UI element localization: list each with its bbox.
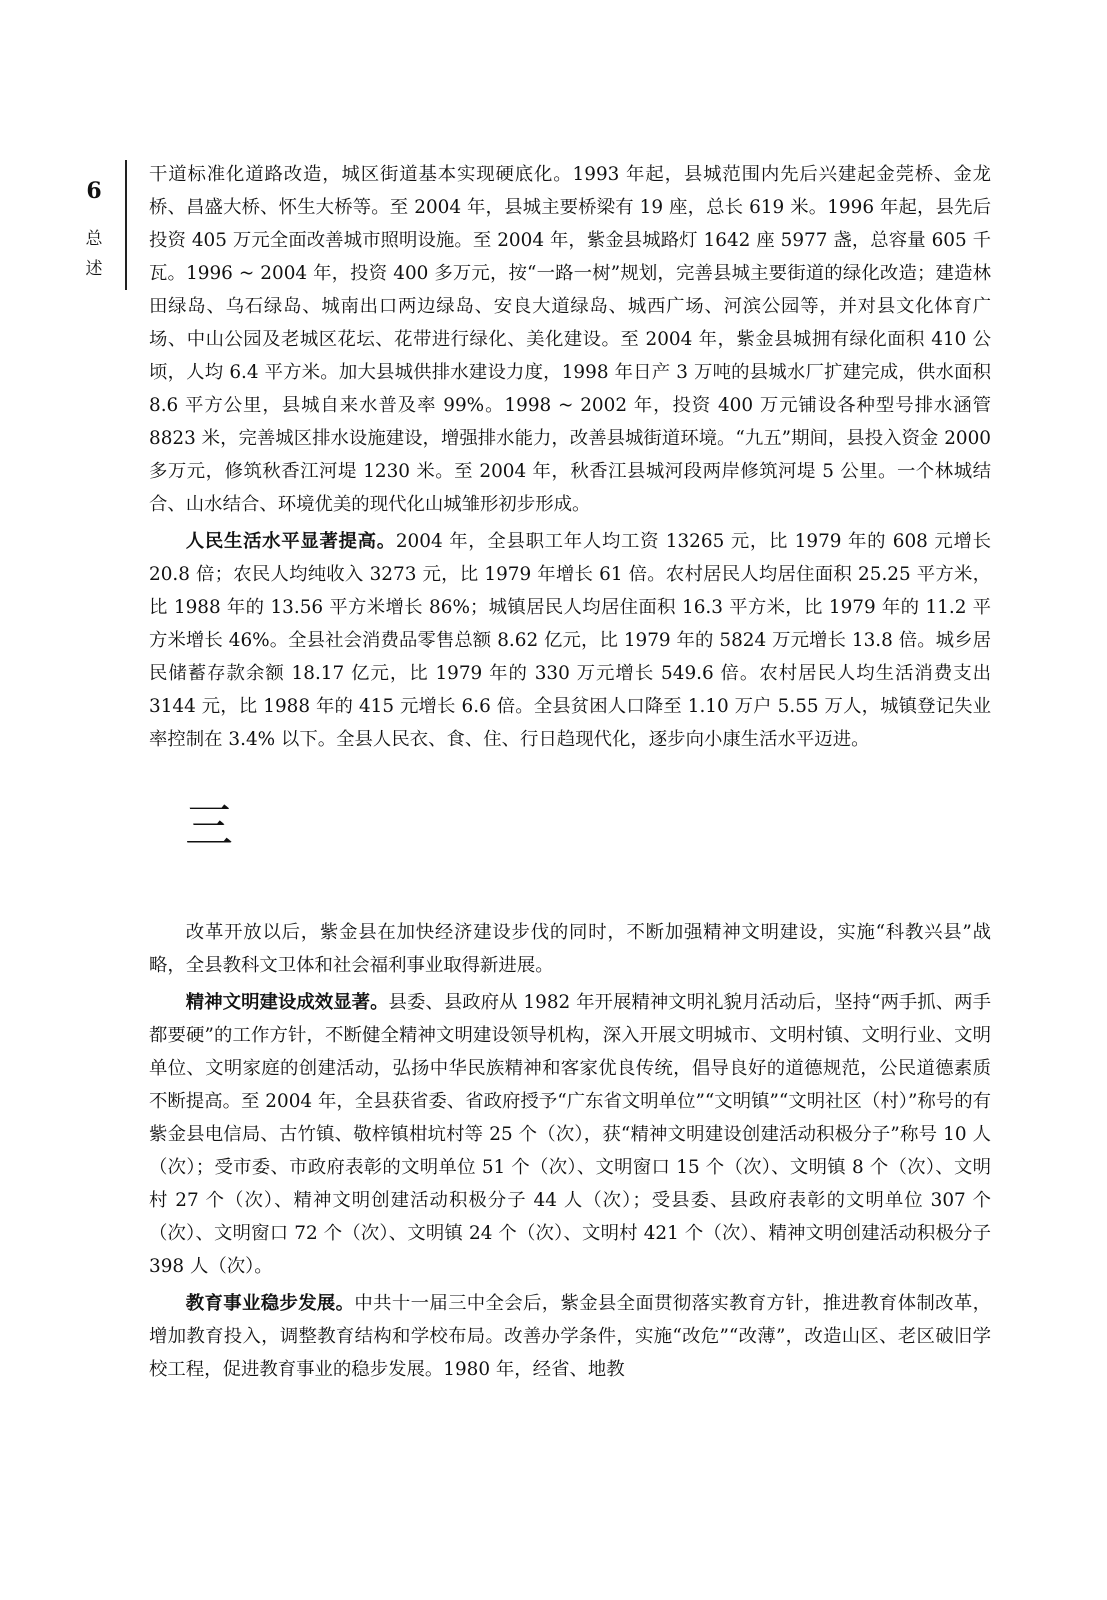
paragraph-text: 2004 年，全县职工年人均工资 13265 元，比 1979 年的 608 元增长 20.8 倍；农民人均纯收入 3273 元，比 1979 年增长 61 倍。农村居民人均居住面积 25.25 平方米，比 1988 年的 13.56 平方米增长 86%；城镇居民人均居住面积 16.3 平方米，比 1979 年的 11.2 平方米增长 46%。全县社会消费品零售总额 8.62 亿元，比 1979 年的 5824 万元增长 13.8 倍。城乡居民储蓄存款余额 18.17 亿元，比 1979 年的 330 万元增长 549.6 倍。农村居民人均生活消费支出 3144 元，比 1988 年的 415 元增长 6.6 倍。全县贫困人口降至 1.10 万户 5.55 万人，城镇登记失业率控制在 3.4% 以下。全县人民衣、食、住、行日趋现代化，逐步向小康生活水平迈进。 <box>149 531 991 750</box>
running-head-char: 总 <box>85 229 103 249</box>
page-number: 6 <box>86 178 102 204</box>
paragraph-text: 干道标准化道路改造，城区街道基本实现硬底化。1993 年起，县城范围内先后兴建起金莞桥、金龙桥、昌盛大桥、怀生大桥等。至 2004 年，县城主要桥梁有 19 座，总长 619 米。1996 年起，县先后投资 405 万元全面改善城市照明设施。至 2004 年，紫金县城路灯 1642 座 5977 盏，总容量 605 千瓦。1996 ~ 2004 年，投资 400 多万元，按“一路一树”规划，完善县城主要街道的绿化改造；建造林田绿岛、乌石绿岛、城南出口两边绿岛、安良大道绿岛、城西广场、河滨公园等，并对县文化体育广场、中山公园及老城区花坛、花带进行绿化、美化建设。至 2004 年，紫金县城拥有绿化面积 410 公顷，人均 6.4 平方米。加大县城供排水建设力度，1998 年日产 3 万吨的县城水厂扩建完成，供水面积 8.6 平方公里，县城自来水普及率 99%。1998 ~ 2002 年，投资 400 万元铺设各种型号排水涵管 8823 米，完善城区排水设施建设，增强排水能力，改善县城街道环境。“九五”期间，县投入资金 2000 多万元，修筑秋香江河堤 1230 米。至 2004 年，秋香江县城河段两岸修筑河堤 5 公里。一个林城结合、山水结合、环境优美的现代化山城雏形初步形成。 <box>149 164 991 515</box>
paragraph-text: 中共十一届三中全会后，紫金县全面贯彻落实教育方针，推进教育体制改革，增加教育投入，调整教育结构和学校布局。改善办学条件，实施“改危”“改薄”，改造山区、老区破旧学校工程，促进教育事业的稳步发展。1980 年，经省、地教 <box>149 1293 991 1380</box>
paragraph <box>149 916 991 982</box>
paragraph-lead: 精神文明建设成效显著。 <box>185 992 389 1013</box>
section-numeral: 三 <box>185 798 234 854</box>
paragraph <box>149 1287 991 1386</box>
running-head-char: 述 <box>85 259 103 279</box>
paragraph <box>149 986 991 1283</box>
paragraph <box>149 158 991 521</box>
page-body <box>149 158 991 1390</box>
paragraph-lead: 人民生活水平显著提高。 <box>185 531 396 552</box>
margin-divider <box>125 160 127 290</box>
paragraph-lead: 教育事业稳步发展。 <box>185 1293 355 1314</box>
paragraph-text: 改革开放以后，紫金县在加快经济建设步伐的同时，不断加强精神文明建设，实施“科教兴县”战略，全县教科文卫体和社会福利事业取得新进展。 <box>149 922 991 976</box>
paragraph <box>149 525 991 756</box>
page-margin <box>70 178 118 284</box>
paragraph-text: 县委、县政府从 1982 年开展精神文明礼貌月活动后，坚持“两手抓、两手都要硬”的工作方针，不断健全精神文明建设领导机构，深入开展文明城市、文明村镇、文明行业、文明单位、文明家庭的创建活动，弘扬中华民族精神和客家优良传统，倡导良好的道德规范，公民道德素质不断提高。至 2004 年，全县获省委、省政府授予“广东省文明单位”“文明镇”“文明社区（村）”称号的有紫金县电信局、古竹镇、敬梓镇柑坑村等 25 个（次），获“精神文明建设创建活动积极分子”称号 10 人（次）；受市委、市政府表彰的文明单位 51 个（次）、文明窗口 15 个（次）、文明镇 8 个（次）、文明村 27 个（次）、精神文明创建活动积极分子 44 人（次）；受县委、县政府表彰的文明单位 307 个（次）、文明窗口 72 个（次）、文明镇 24 个（次）、文明村 421 个（次）、精神文明创建活动积极分子 398 人（次）。 <box>149 992 991 1277</box>
